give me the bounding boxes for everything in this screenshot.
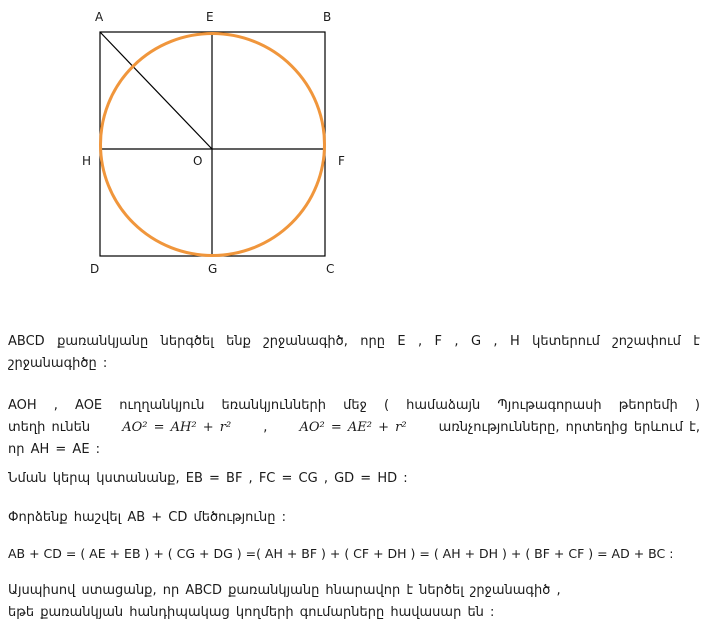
paragraph-line: Փորձենք հաշվել AB + CD մեծությունը :: [8, 510, 286, 525]
paragraph-sum-equation: [8, 543, 700, 565]
equation-ao-ae: AO² = AE² + r²: [299, 420, 407, 435]
label-a: A: [95, 10, 104, 24]
paragraph-line: Նման կերպ կստանանք, EB = BF , FC = CG , GD = HD :: [8, 471, 408, 486]
label-f: F: [338, 154, 345, 168]
paragraph-line: AB + CD = ( AE + EB ) + ( CG + DG ) =( AH + BF ) + ( CF + DH ) = ( AH + DH ) + ( BF + CF ) = AD + BC :: [8, 546, 674, 561]
paragraph-compute: [8, 507, 700, 529]
label-o: O: [193, 154, 203, 168]
label-g: G: [208, 262, 218, 276]
paragraph-line: որ AH = AE :: [8, 442, 101, 457]
paragraph-inscribed-circle: [8, 331, 700, 375]
paragraph-pythagoras: [8, 395, 700, 461]
label-c: C: [326, 262, 335, 276]
text-separator: ,: [263, 420, 268, 435]
paragraph-line: AOH , AOE ուղղանկյուն եռանկյունների մեջ ( համաձայն Պյութագորասի թեորեմի ): [8, 398, 700, 413]
paragraph-line: շրջանագիծը :: [8, 356, 108, 371]
text-fragment: առնչությունները, որտեղից երևում է,: [438, 420, 700, 435]
label-h: H: [82, 154, 92, 168]
paragraph-conclusion: [8, 580, 700, 624]
label-d: D: [90, 262, 100, 276]
label-e: E: [206, 10, 214, 24]
equation-ao-ah: AO² = AH² + r²: [122, 420, 232, 435]
text-fragment: տեղի ունեն: [8, 420, 91, 435]
paragraph-line-equations: [8, 417, 700, 439]
paragraph-line: ABCD քառանկյանը ներգծել ենք շրջանագիծ, որը E , F , G , H կետերում շոշափում է: [8, 334, 700, 349]
paragraph-line: Այսպիսով ստացանք, որ ABCD քառանկյանը հնարավոր է ներծել շրջանագիծ ,: [8, 583, 561, 598]
label-b: B: [323, 10, 332, 24]
geometry-figure: [0, 0, 708, 290]
paragraph-line: եթե քառանկյան հանդիպակաց կողմերի գումարները հավասար են :: [8, 605, 495, 620]
paragraph-similar: [8, 468, 700, 490]
